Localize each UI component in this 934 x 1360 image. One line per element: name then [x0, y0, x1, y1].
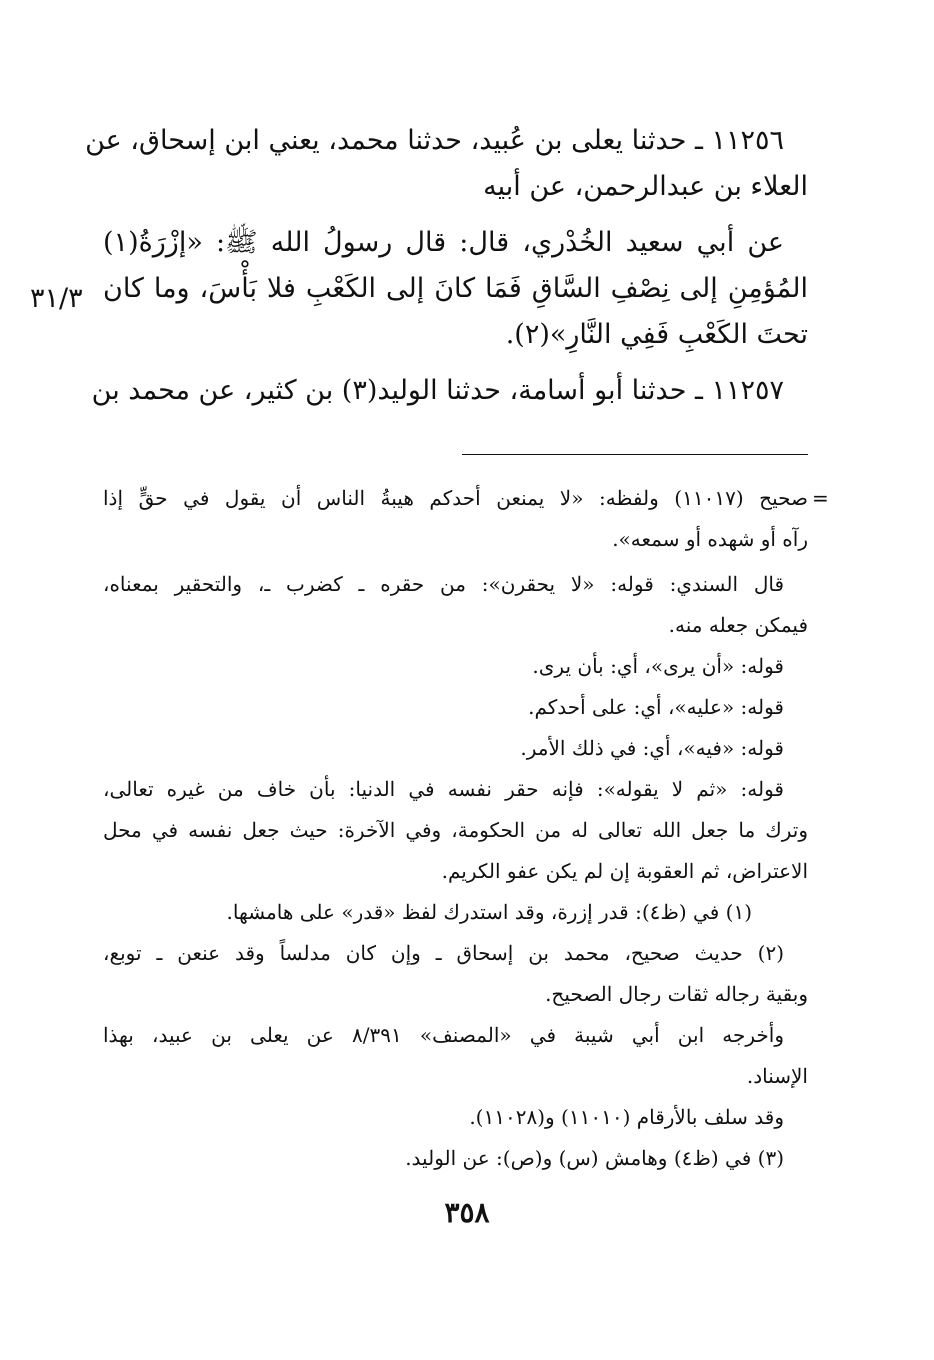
footnote-line: قوله: «ثم لا يقوله»: فإنه حقر نفسه في الدنيا: بأن خاف من غيره تعالى،	[103, 777, 784, 801]
footnote-divider	[462, 454, 808, 455]
footnote-line: وترك ما جعل الله تعالى له من الحكومة، وفي الآخرة: حيث جعل نفسه في محل	[103, 818, 808, 842]
footnote-continuation-mark: =	[812, 486, 829, 510]
footnotes	[103, 478, 808, 1179]
footnote-line: صحيح (١١٠١٧) ولفظه: «لا يمنعن أحدكم هيبةُ الناس أن يقول في حقٍّ إذا	[103, 486, 808, 510]
footnote-line: قوله: «عليه»، أي: على أحدكم.	[528, 695, 784, 719]
hadith-11256-line-1: ١١٢٥٦ ـ حدثنا يعلى بن عُبيد، حدثنا محمد، يعني ابن إسحاق، عن	[85, 125, 784, 156]
footnote-line: رآه أو شهده أو سمعه».	[612, 527, 808, 551]
hadith-11256-line-2: العلاء بن عبدالرحمن، عن أبيه	[483, 171, 808, 202]
hadith-11256-line-5: تحتَ الكَعْبِ فَفِي النَّارِ»(٢).	[505, 319, 808, 350]
footnote-2: (٢) حديث صحيح، محمد بن إسحاق ـ وإن كان مدلساً وقد عنعن ـ توبع،	[103, 941, 784, 965]
footnote-line: وأخرجه ابن أبي شيبة في «المصنف» ٨/٣٩١ عن يعلى بن عبيد، بهذا	[103, 1023, 784, 1047]
hadith-11256-line-3: عن أبي سعيد الخُدْري، قال: قال رسولُ الله ﷺ: «إزْرَةُ(١)	[103, 227, 784, 258]
page-number: ٣٥٨	[444, 1196, 490, 1229]
footnote-line: وبقية رجاله ثقات رجال الصحيح.	[545, 982, 808, 1006]
footnote-line: قال السندي: قوله: «لا يحقرن»: من حقره ـ كضرب ـ، والتحقير بمعناه،	[103, 572, 784, 596]
footnote-line: قوله: «أن يرى»، أي: بأن يرى.	[532, 654, 784, 678]
footnote-line: الاعتراض، ثم العقوبة إن لم يكن عفو الكريم.	[441, 859, 808, 883]
footnote-line: وقد سلف بالأرقام (١١٠١٠) و(١١٠٢٨).	[469, 1105, 784, 1129]
footnote-line: الإسناد.	[746, 1064, 808, 1088]
volume-page-marker: ٣١/٣	[30, 283, 83, 314]
footnote-3: (٣) في (ظ٤) وهامش (س) و(ص): عن الوليد.	[405, 1146, 784, 1170]
footnote-1: (١) في (ظ٤): قدر إزرة، وقد استدرك لفظ «قدر» على هامشها.	[226, 900, 752, 924]
hadith-11256-line-4: المُؤمِنِ إلى نِصْفِ السَّاقِ فَمَا كانَ إلى الكَعْبِ فلا بَأْسَ، وما كان	[103, 273, 808, 304]
hadith-11257-line-1: ١١٢٥٧ ـ حدثنا أبو أسامة، حدثنا الوليد(٣) بن كثير، عن محمد بن	[91, 375, 784, 406]
footnote-line: فيمكن جعله منه.	[668, 613, 808, 637]
main-text	[85, 118, 808, 414]
footnote-line: قوله: «فيه»، أي: في ذلك الأمر.	[520, 736, 784, 760]
